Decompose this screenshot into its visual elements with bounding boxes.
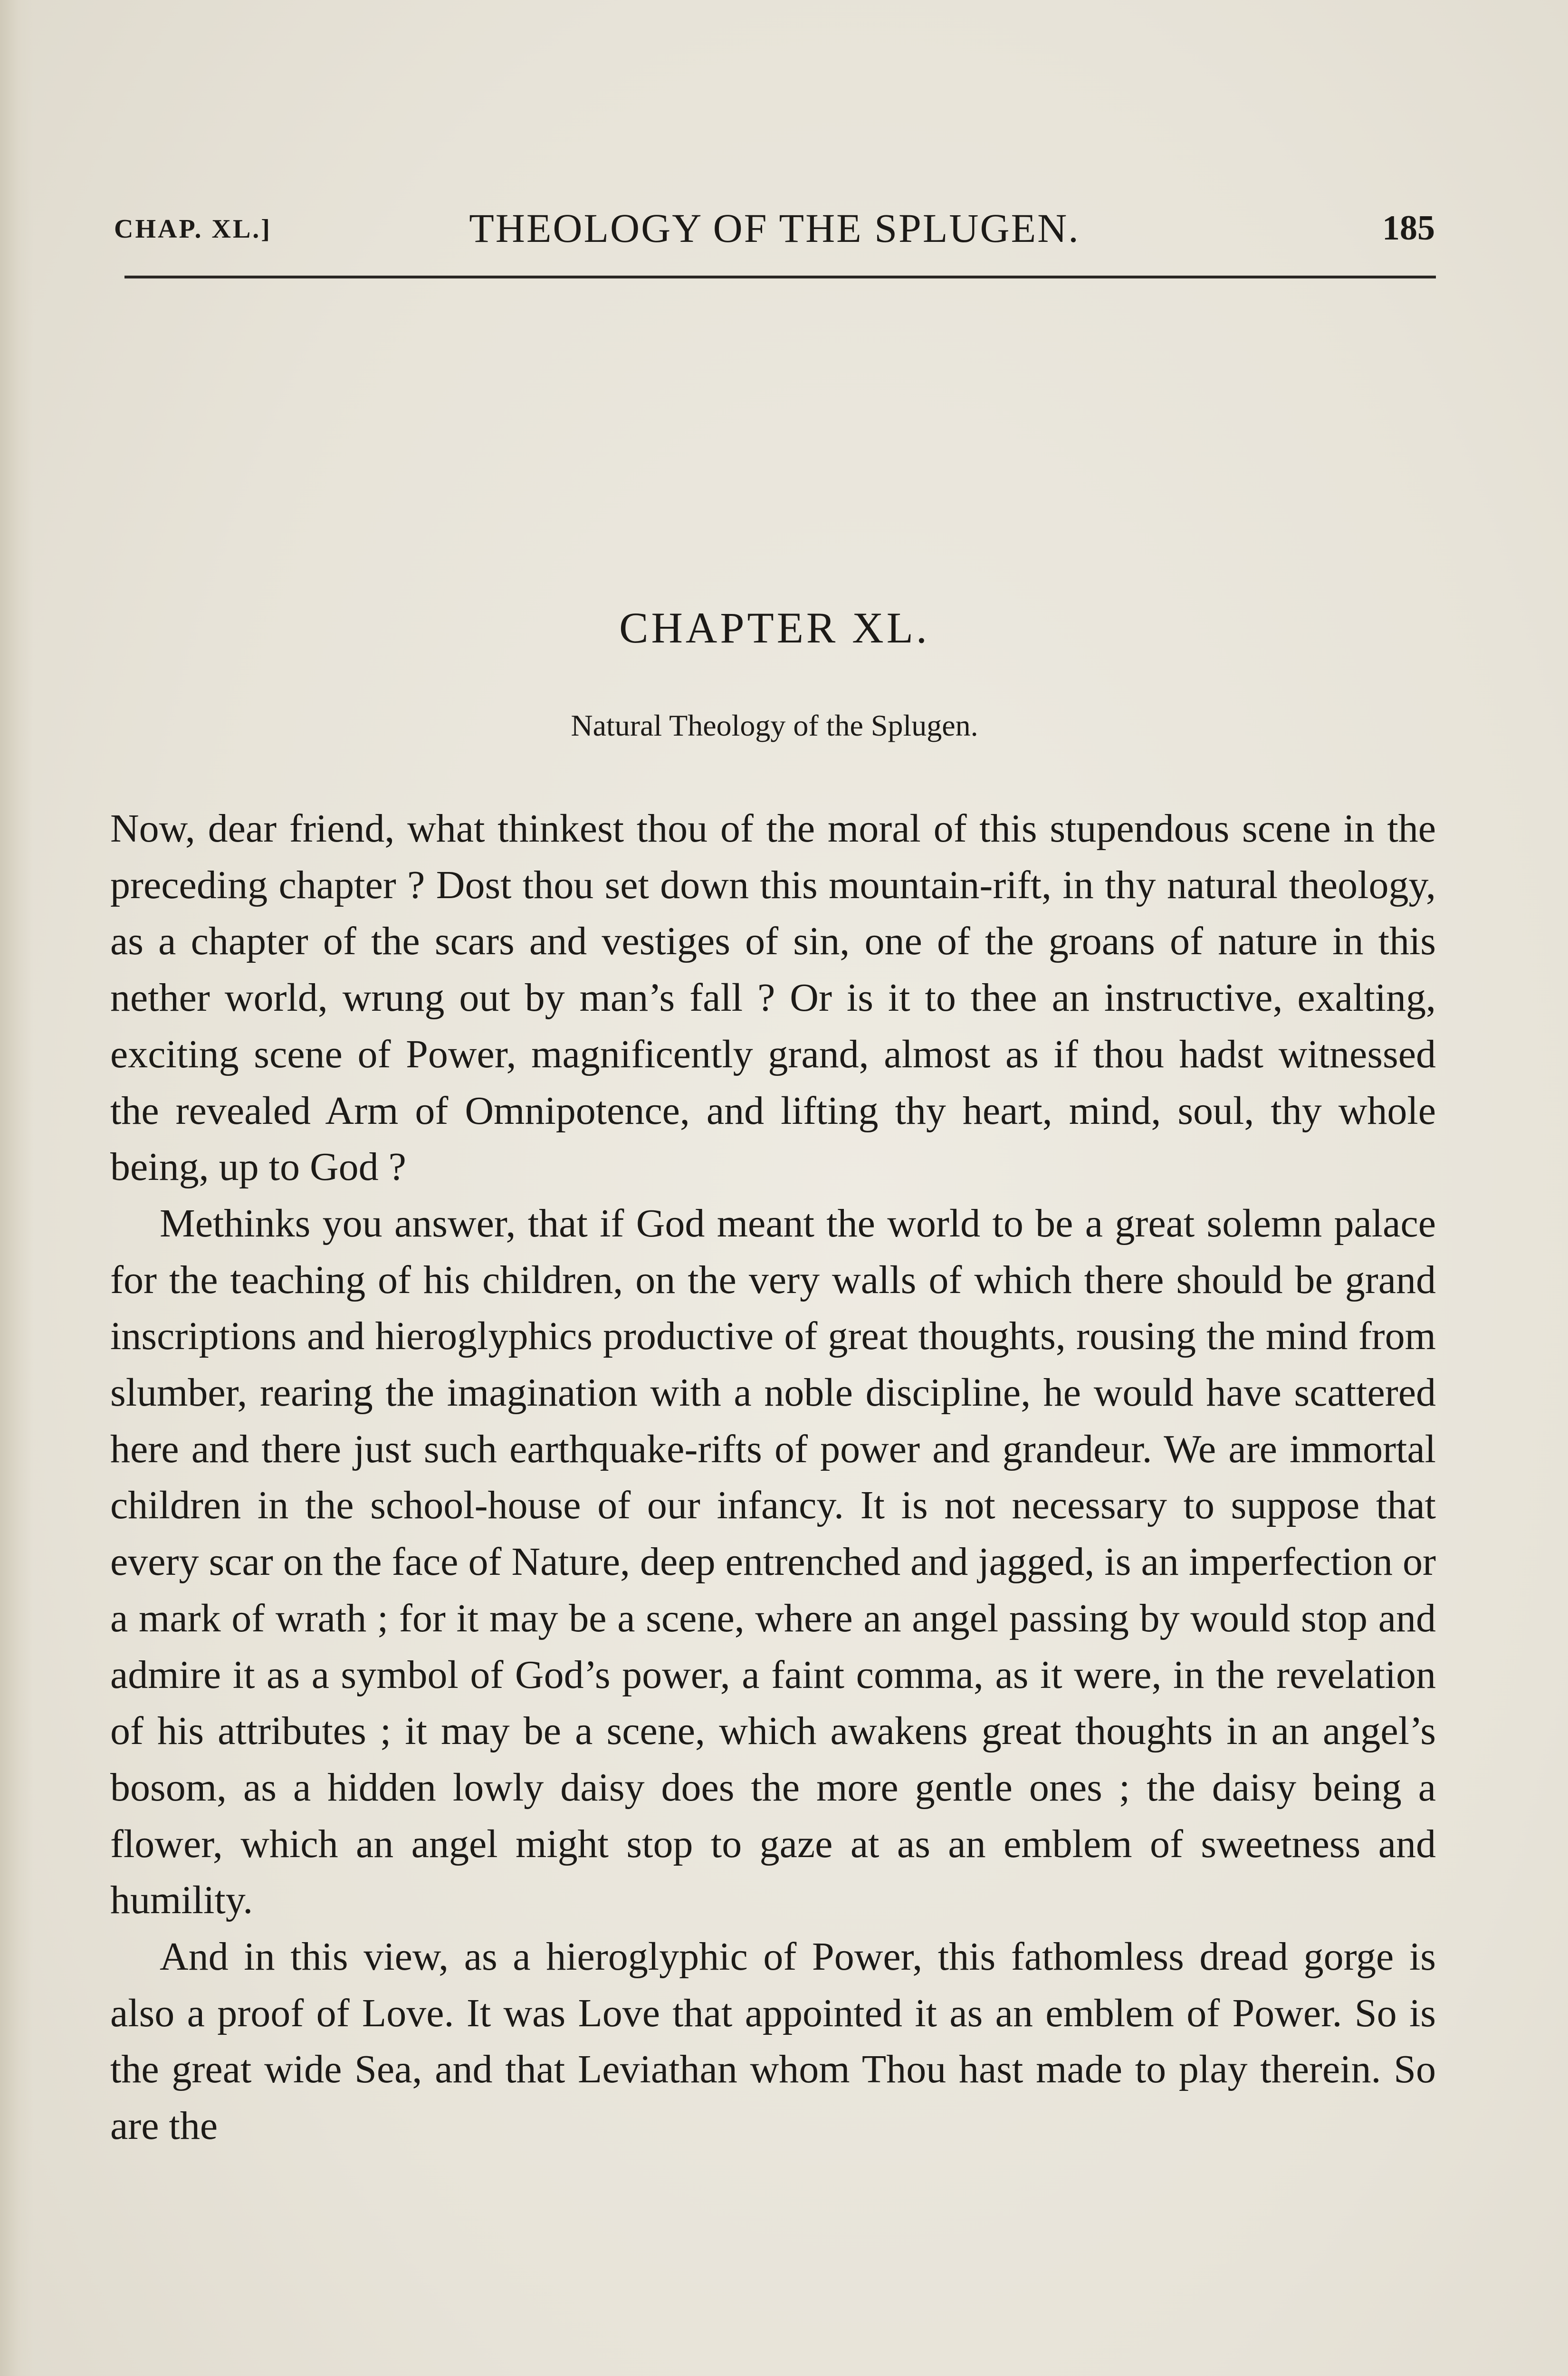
paragraph: Now, dear friend, what thinkest thou of the moral of this stupendous scene in the preceding chapter ? Dost thou set down this mountain-rift, in thy natural theology, as a chapter of the scars and vestiges of sin, one of the groans of nature in this nether world, wrung out by man’s fall ? Or is it to thee an instructive, exalting, exciting scene of Power, magnificently grand, almost as if thou hadst witnessed the revealed Arm of Omnipotence, and lifting thy heart, mind, soul, thy whole being, up to God ? (110, 806, 1436, 1189)
running-head-chapter: CHAP. XL.] (114, 214, 272, 244)
body-text (110, 801, 1436, 2155)
chapter-title: CHAPTER XL. (619, 604, 930, 652)
running-head-title: THEOLOGY OF THE SPLUGEN. (469, 205, 1080, 251)
header-rule (124, 276, 1436, 278)
running-head (114, 204, 1435, 257)
page-number: 185 (1382, 209, 1435, 248)
paragraph: And in this view, as a hieroglyphic of Power, this fathomless dread gorge is also a proof of Love. It was Love that appointed it as an emblem of Power. So is the great wide Sea, and that Leviathan whom Thou hast made to play therein. So are the (110, 1935, 1436, 2148)
paragraph: Methinks you answer, that if God meant the world to be a great solemn palace for the teaching of his children, on the very walls of which there should be grand inscriptions and hieroglyphics productive of great thoughts, rousing the mind from slumber, rearing the imagination with a noble discipline, he would have scattered here and there just such earthquake-rifts of power and grandeur. We are immortal children in the school-house of our infancy. It is not necessary to suppose that every scar on the face of Nature, deep entrenched and jagged, is an imperfection or a mark of wrath ; for it may be a scene, where an angel passing by would stop and admire it as a symbol of God’s power, a faint comma, as it were, in the revelation of his attributes ; it may be a scene, which awakens great thoughts in an angel’s bosom, as a hidden lowly daisy does the more gentle ones ; the daisy being a flower, which an angel might stop to gaze at as an emblem of sweetness and humility. (110, 1201, 1436, 1923)
page-gutter-shadow (0, 0, 33, 2376)
chapter-subtitle: Natural Theology of the Splugen. (571, 709, 978, 742)
